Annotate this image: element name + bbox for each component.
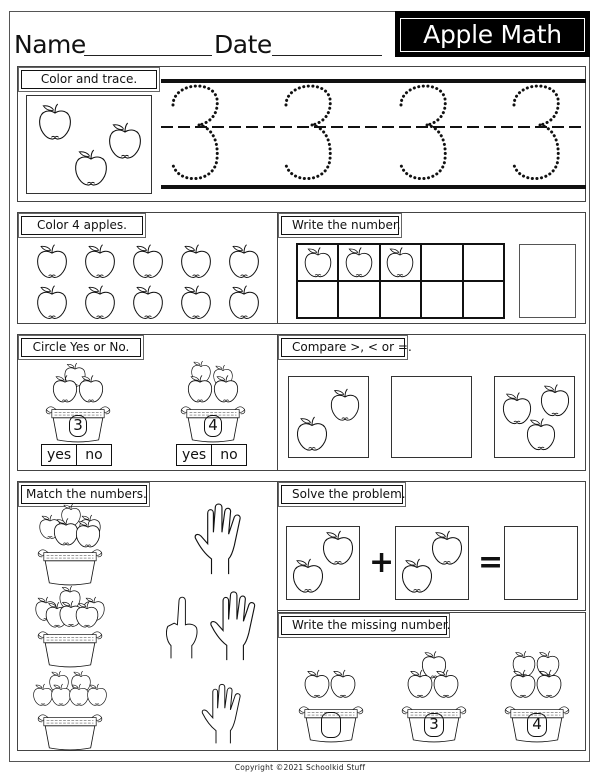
section-color-trace — [17, 66, 586, 202]
plus-sign: + — [369, 545, 395, 580]
equals-sign: = — [478, 545, 504, 580]
yes-no-choice-2 — [176, 444, 247, 466]
label-text: Color and trace. — [21, 70, 157, 89]
basket-number: 3 — [424, 713, 444, 737]
label-text: Compare >, < or =. — [281, 338, 405, 357]
label-text: Circle Yes or No. — [21, 338, 141, 357]
ten-frame-cell — [421, 281, 462, 318]
apple-icon[interactable] — [227, 284, 261, 321]
title-banner — [395, 11, 590, 57]
page-title: Apple Math — [400, 18, 585, 52]
date-label: Date — [214, 30, 272, 59]
apple-icon — [432, 668, 460, 700]
basket-number: 3 — [69, 415, 87, 437]
missing-basket-2 — [390, 650, 478, 742]
apple-icon — [74, 601, 100, 629]
apple-icon[interactable] — [179, 243, 213, 280]
tracing-lines — [161, 79, 586, 191]
apple-icon — [430, 529, 464, 567]
apple-icon — [525, 417, 557, 452]
section-label — [278, 335, 412, 360]
apple-icon — [74, 519, 102, 549]
yes-option[interactable]: yes — [182, 447, 207, 463]
date-field[interactable] — [272, 55, 382, 56]
ten-frame-cell — [380, 281, 421, 318]
copyright-footer: Copyright ©2021 Schoolkid Stuff — [234, 763, 366, 772]
ten-frame — [296, 243, 505, 319]
apple-icon — [344, 246, 374, 279]
apple-icon — [303, 668, 331, 700]
apple-picture-box[interactable] — [26, 95, 152, 194]
no-option[interactable]: no — [211, 445, 245, 465]
label-text: Color 4 apples. — [21, 216, 143, 235]
apple-icon — [321, 529, 355, 567]
ten-frame-cell — [463, 244, 504, 281]
match-basket-1[interactable] — [24, 503, 116, 585]
apple-icon — [535, 668, 563, 700]
name-label: Name — [14, 30, 86, 59]
apple-icon — [329, 668, 357, 700]
compare-left-box — [288, 376, 369, 458]
match-basket-3[interactable] — [24, 670, 116, 752]
addend-box-1 — [286, 526, 360, 600]
apple-icon — [107, 121, 143, 161]
section-label — [278, 482, 406, 507]
yes-no-item-2 — [168, 360, 258, 440]
apple-icon — [186, 374, 214, 404]
label-text: Solve the problem. — [281, 485, 403, 504]
section-color-apples — [17, 212, 278, 324]
section-label — [278, 213, 402, 238]
ten-frame-cell — [338, 281, 379, 318]
apple-icon — [303, 246, 333, 279]
apple-icon[interactable] — [83, 243, 117, 280]
label-text: Write the missing number. — [281, 616, 447, 635]
yes-no-item-1 — [33, 360, 123, 440]
addend-box-2 — [395, 526, 469, 600]
section-label — [18, 213, 146, 238]
label-text: Match the numbers. — [21, 485, 147, 504]
ten-frame-cell — [297, 244, 338, 281]
apple-icon — [291, 557, 325, 595]
tracing-area[interactable] — [161, 79, 586, 191]
apple-grid — [28, 243, 268, 321]
apple-icon — [509, 668, 537, 700]
ten-frame-cell — [380, 244, 421, 281]
apple-icon — [400, 557, 434, 595]
hand-four-icon[interactable] — [200, 678, 248, 748]
ten-frame-cell — [463, 281, 504, 318]
basket-number: 4 — [204, 415, 222, 437]
apple-icon[interactable] — [35, 243, 69, 280]
compare-answer-box[interactable] — [391, 376, 472, 458]
apple-icon[interactable] — [83, 284, 117, 321]
ten-frame-cell — [421, 244, 462, 281]
section-label — [18, 67, 160, 92]
apple-icon[interactable] — [131, 243, 165, 280]
label-text: Write the number. — [281, 216, 399, 235]
apple-icon — [86, 682, 108, 708]
apple-icon — [212, 374, 240, 404]
apple-icon — [51, 374, 79, 404]
apple-icon[interactable] — [131, 284, 165, 321]
missing-basket-3 — [493, 650, 581, 742]
yes-no-choice-1 — [41, 444, 112, 466]
apple-icon — [295, 415, 329, 453]
hand-five-icon[interactable] — [207, 588, 265, 662]
sum-answer-box[interactable] — [504, 526, 578, 600]
apple-icon — [73, 148, 109, 188]
yes-option[interactable]: yes — [47, 447, 72, 463]
basket-number: 4 — [527, 713, 547, 737]
apple-icon — [385, 246, 415, 279]
hand-one-icon[interactable] — [163, 595, 203, 661]
apple-icon — [77, 374, 105, 404]
apple-icon — [37, 102, 73, 142]
hand-five-icon[interactable] — [190, 500, 252, 576]
match-basket-2[interactable] — [24, 585, 116, 667]
apple-icon — [539, 383, 571, 418]
ten-frame-cell — [297, 281, 338, 318]
missing-number-blank[interactable] — [321, 712, 341, 738]
no-option[interactable]: no — [76, 445, 110, 465]
missing-basket-1 — [287, 660, 375, 742]
apple-icon — [406, 668, 434, 700]
apple-icon[interactable] — [227, 243, 261, 280]
apple-icon — [329, 387, 361, 423]
compare-right-box — [494, 376, 575, 458]
section-label — [18, 335, 144, 360]
section-label — [278, 613, 450, 638]
apple-icon[interactable] — [35, 284, 69, 321]
name-field[interactable] — [84, 55, 212, 56]
apple-icon[interactable] — [179, 284, 213, 321]
answer-box[interactable] — [519, 244, 576, 318]
ten-frame-cell — [338, 244, 379, 281]
